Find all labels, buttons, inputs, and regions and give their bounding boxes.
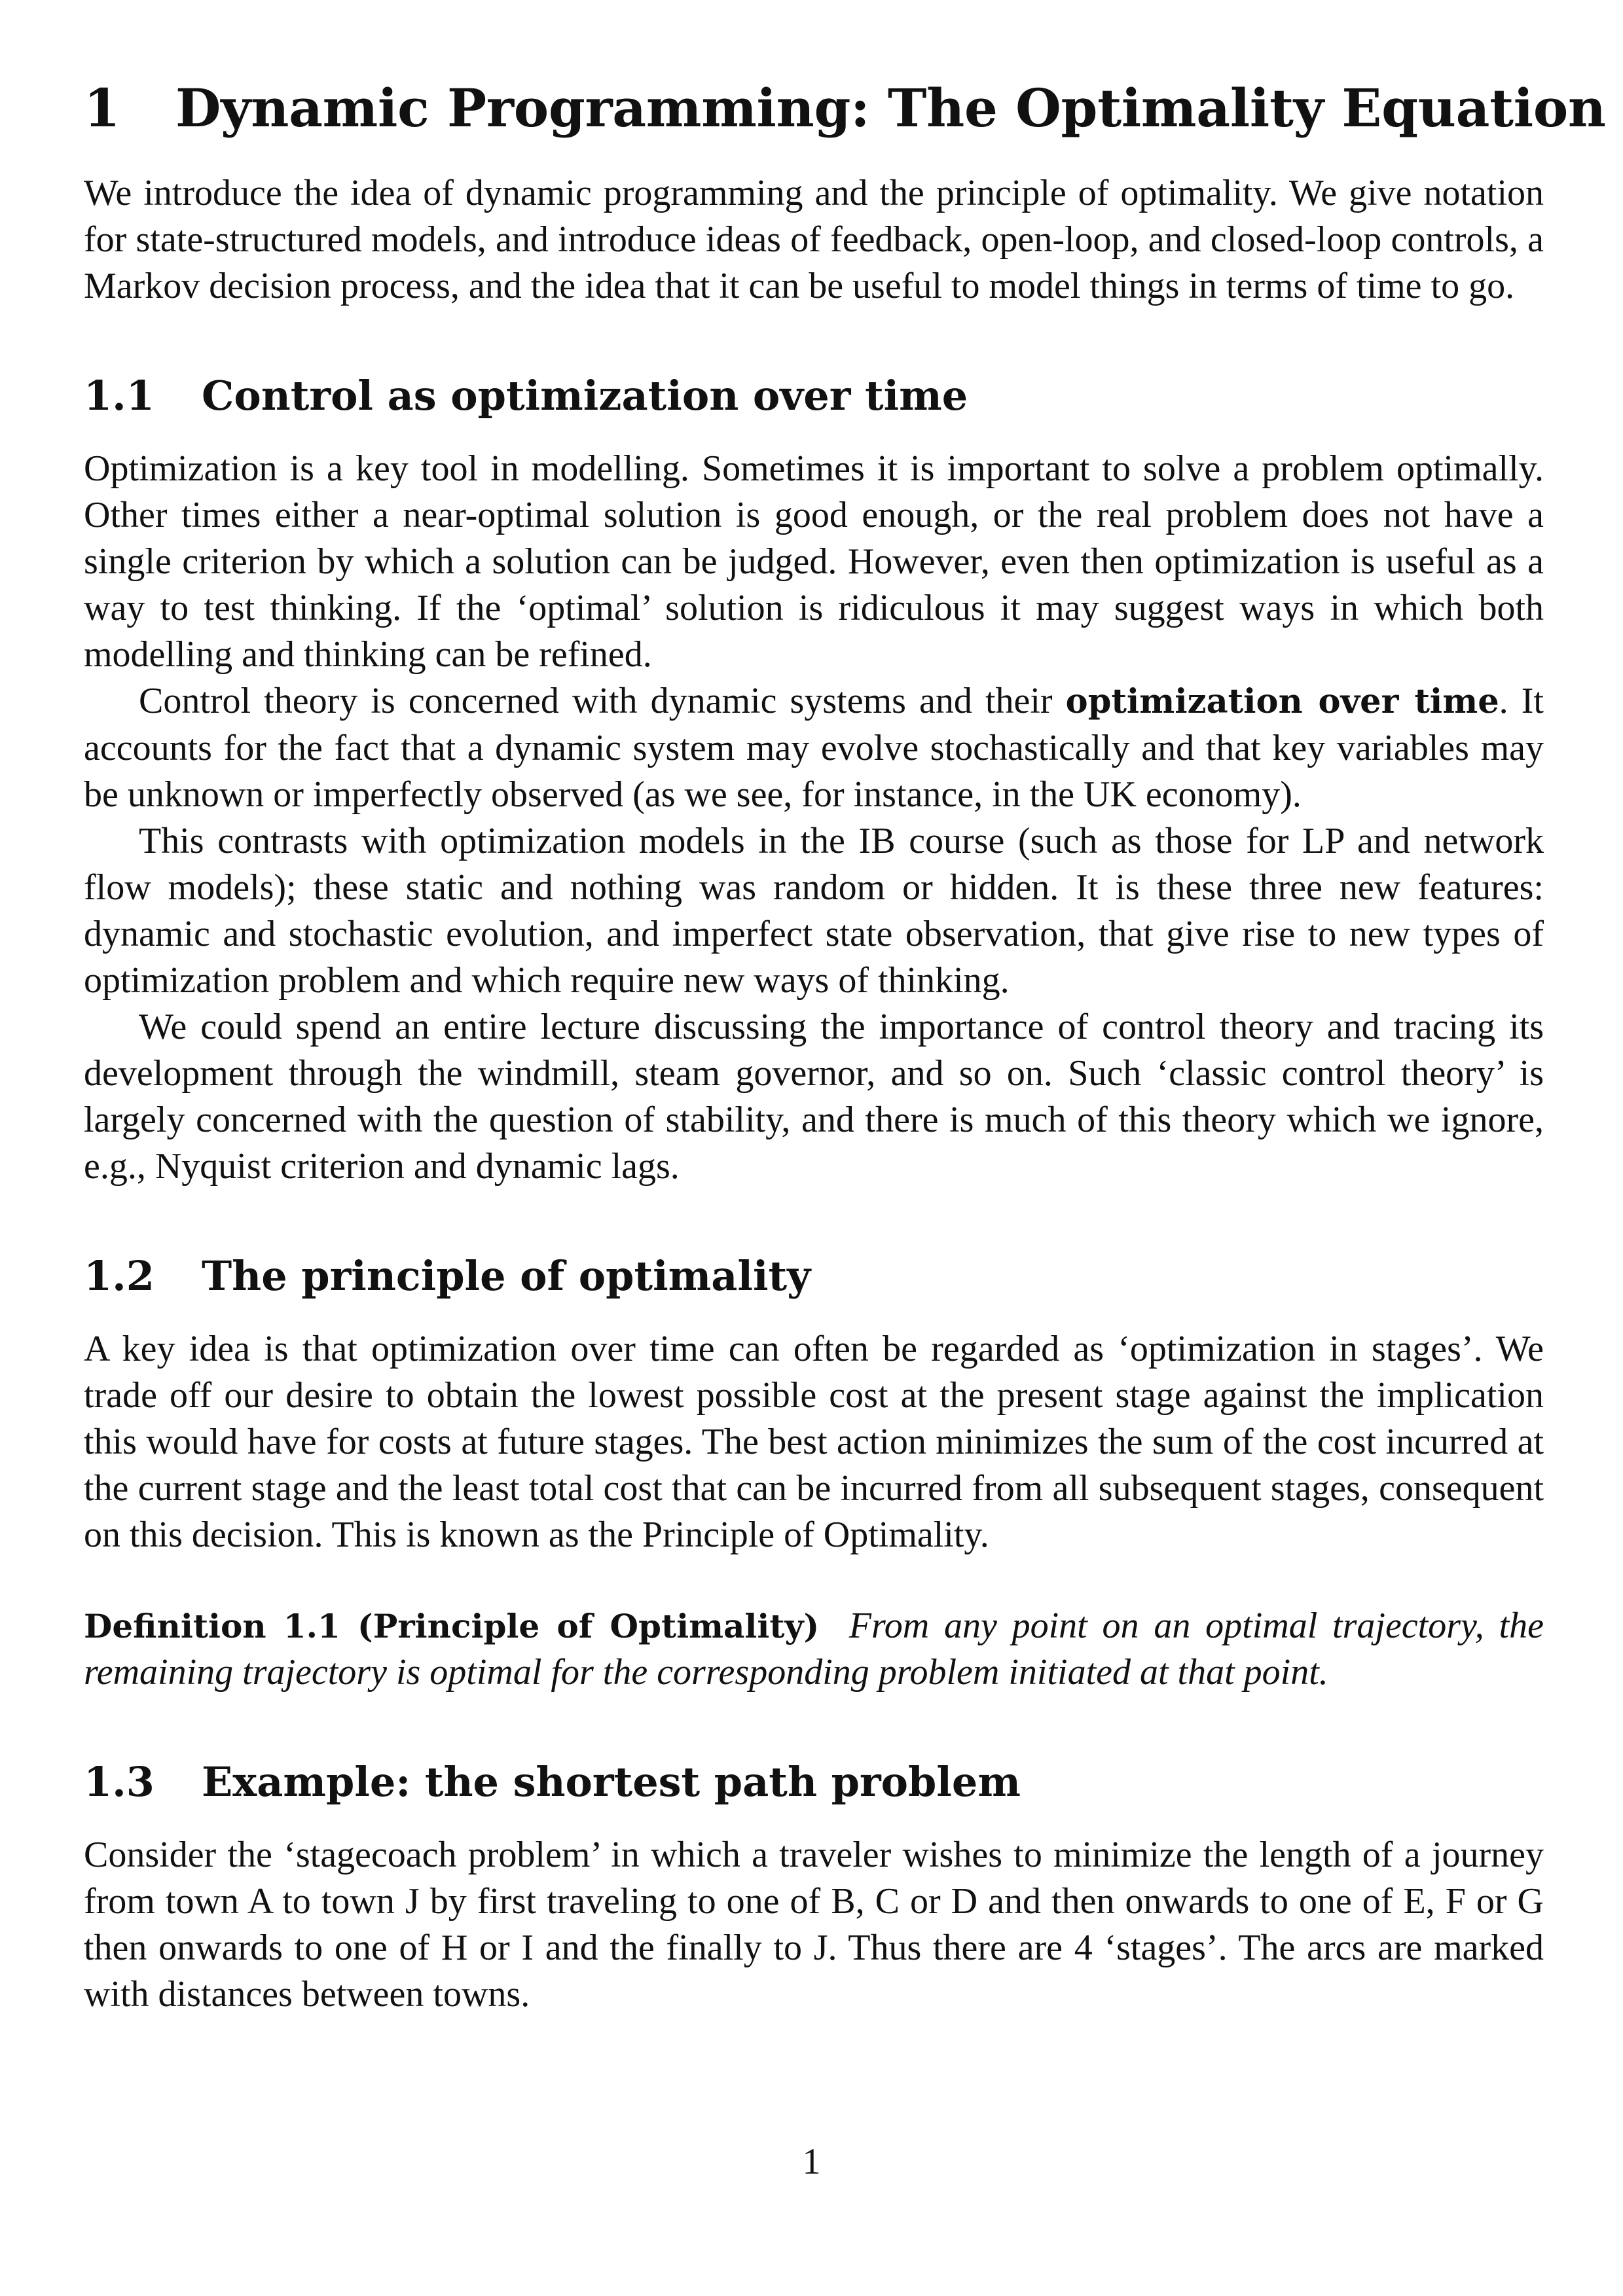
section-heading-1-2 bbox=[84, 1250, 1544, 1302]
paragraph-text: . It accounts for the fact that a dynamic system may evolve stochastically and that key variables may be unknown or imperfectly observed (as we see, for instance, in the UK economy). bbox=[84, 681, 1544, 815]
section-number: 1.1 bbox=[84, 372, 155, 420]
section-1-1-paragraph-4: We could spend an entire lecture discussing the importance of control theory and tracing its development through the windmill, steam governor, and so on. Such ‘classic control theory’ is largely concerned with the question of stability, and there is much of this theory which we ignore, e.g., Nyquist criterion and dynamic lags. bbox=[84, 1007, 1544, 1187]
section-title-text: Control as optimization over time bbox=[202, 372, 968, 420]
section-heading-1-1 bbox=[84, 370, 1544, 422]
section-1-1-paragraph-2 bbox=[84, 678, 1544, 818]
definition-statement: From any point on an optimal trajectory, the remaining trajectory is optimal for the corresponding problem initiated at that point. bbox=[84, 1605, 1544, 1693]
section-1-3-paragraph-1: Consider the ‘stagecoach problem’ in which a traveler wishes to minimize the length of a journey from town A to town J by first traveling to one of B, C or D and then onwards to one of E, F or G then onwards to one of H or I and the finally to J. Thus there are 4 ‘stages’. The arcs are marked with distances between towns. bbox=[84, 1835, 1544, 2015]
chapter-intro-paragraph: We introduce the idea of dynamic programming and the principle of optimality. We give notation for state-structured models, and introduce ideas of feedback, open-loop, and closed-loop controls, a Markov decision process, and the idea that it can be useful to model things in terms of time to go. bbox=[84, 173, 1544, 306]
definition-heading: Definition 1.1 (Principle of Optimality) bbox=[84, 1607, 820, 1645]
definition-1-1 bbox=[84, 1603, 1544, 1696]
section-1-1-paragraph-1: Optimization is a key tool in modelling. Sometimes it is important to solve a problem optimally. Other times either a near-optimal solution is good enough, or the real problem does not have a single criterion by which a solution can be judged. However, even then optimization is useful as a way to test thinking. If the ‘optimal’ solution is ridiculous it may suggest ways in which both modelling and thinking can be refined. bbox=[84, 448, 1544, 675]
section-number: 1.2 bbox=[84, 1252, 155, 1300]
chapter-title-text: Dynamic Programming: The Optimality Equation bbox=[175, 77, 1606, 139]
page-content bbox=[84, 72, 1606, 2018]
section-1-1-paragraph-3: This contrasts with optimization models in the IB course (such as those for LP and network flow models); these static and nothing was random or hidden. It is these three new features: dynamic and stochastic evolution, and imperfect state observation, that give rise to new types of optimization problem and which require new ways of thinking. bbox=[84, 821, 1544, 1001]
chapter-title bbox=[84, 72, 1606, 144]
paragraph-text: Control theory is concerned with dynamic systems and their bbox=[139, 681, 1066, 721]
chapter-number: 1 bbox=[84, 77, 120, 139]
section-title-text: Example: the shortest path problem bbox=[202, 1758, 1021, 1806]
section-heading-1-3 bbox=[84, 1756, 1544, 1808]
section-1-2-paragraph-1: A key idea is that optimization over time can often be regarded as ‘optimization in stages’. We trade off our desire to obtain the lowest possible cost at the present stage against the implication this would have for costs at future stages. The best action minimizes the sum of the cost incurred at the current stage and the least total cost that can be incurred from all subsequent stages, consequent on this decision. This is known as the Principle of Optimality. bbox=[84, 1329, 1544, 1555]
emphasized-term: optimization over time bbox=[1065, 682, 1499, 721]
page-number: 1 bbox=[802, 2142, 821, 2182]
section-number: 1.3 bbox=[84, 1758, 155, 1806]
section-title-text: The principle of optimality bbox=[202, 1252, 811, 1300]
